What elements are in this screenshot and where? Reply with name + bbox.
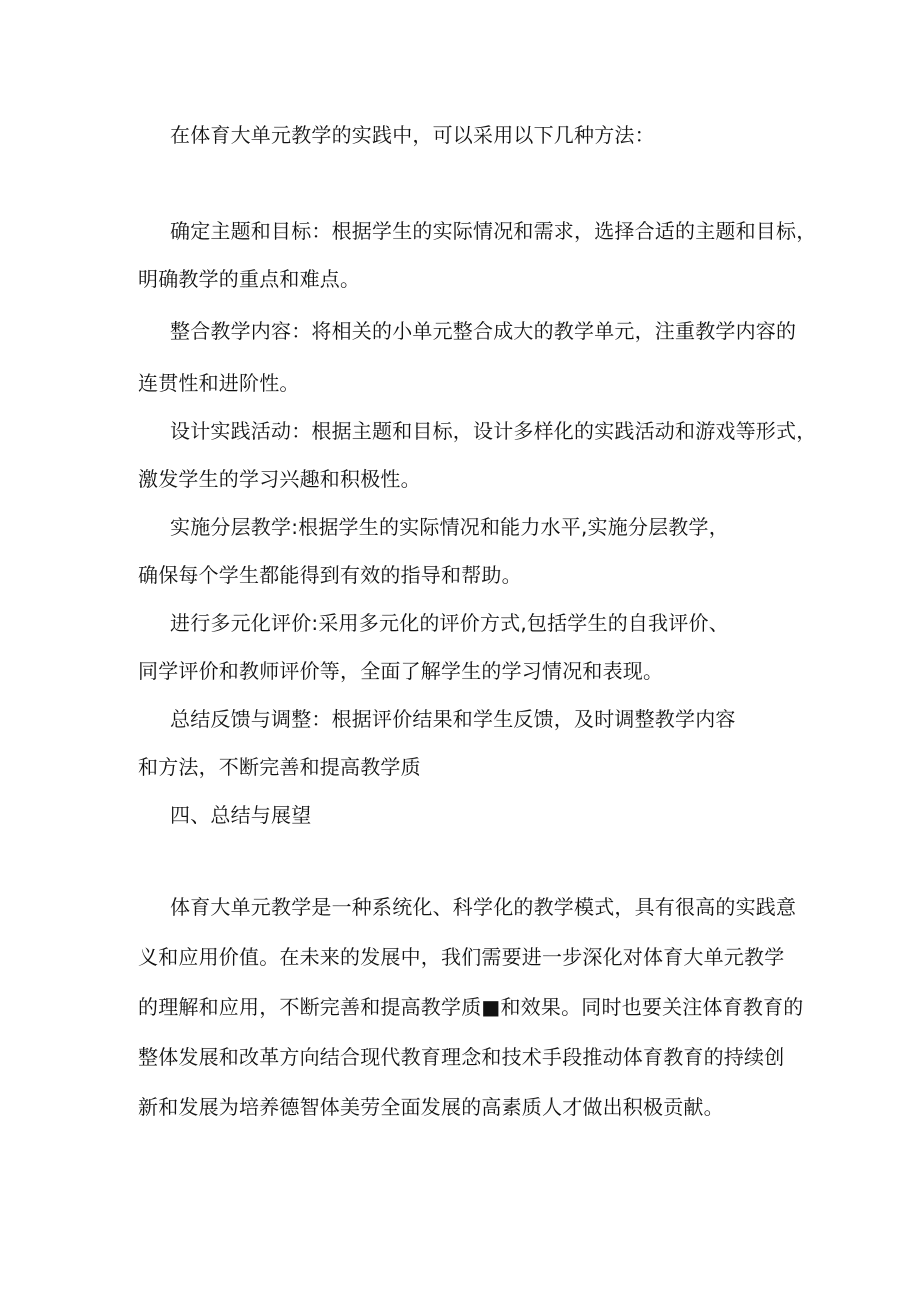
method-2-line-2: 连贯性和进阶性。	[138, 371, 300, 395]
conclusion-line-2: 义和应用价值。在未来的发展中，我们需要进一步深化对体育大单元教学	[138, 945, 785, 969]
method-3-line-2: 激发学生的学习兴趣和积极性。	[138, 467, 421, 491]
method-6-line-1: 总结反馈与调整：根据评价结果和学生反馈，及时调整教学内容	[170, 707, 736, 731]
conclusion-line-4: 整体发展和改革方向结合现代教育理念和技术手段推动体育教育的持续创	[138, 1045, 785, 1069]
intro-paragraph: 在体育大单元教学的实践中，可以采用以下几种方法：	[170, 123, 655, 147]
section-heading: 四、总结与展望	[170, 803, 312, 827]
method-1-line-1: 确定主题和目标：根据学生的实际情况和需求，选择合适的主题和目标，	[170, 219, 817, 243]
conclusion-line-3: 的理解和应用，不断完善和提高教学质■和效果。同时也要关注体育教育的	[138, 995, 804, 1019]
method-2-line-1: 整合教学内容：将相关的小单元整合成大的教学单元，注重教学内容的	[170, 319, 797, 343]
method-3-line-1: 设计实践活动：根据主题和目标，设计多样化的实践活动和游戏等形式，	[170, 419, 817, 443]
method-6-line-2: 和方法，不断完善和提高教学质	[138, 755, 421, 779]
method-5-line-2: 同学评价和教师评价等，全面了解学生的学习情况和表现。	[138, 659, 664, 683]
method-1-line-2: 明确教学的重点和难点。	[138, 267, 361, 291]
method-4-line-2: 确保每个学生都能得到有效的指导和帮助。	[138, 563, 522, 587]
method-4-line-1: 实施分层教学:根据学生的实际情况和能力水平,实施分层教学，	[170, 515, 729, 539]
conclusion-line-5: 新和发展为培养德智体美劳全面发展的高素质人才做出积极贡献。	[138, 1095, 724, 1119]
method-5-line-1: 进行多元化评价:采用多元化的评价方式,包括学生的自我评价、	[170, 611, 729, 635]
conclusion-line-1: 体育大单元教学是一种系统化、科学化的教学模式，具有很高的实践意	[170, 895, 797, 919]
